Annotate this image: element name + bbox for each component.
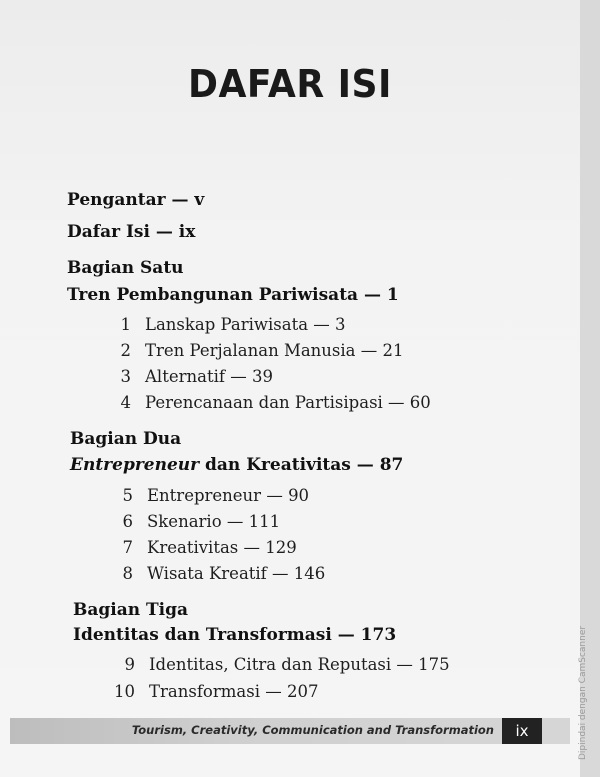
toc-chapter-1 [103, 315, 346, 334]
chapter-title: Lanskap Pariwisata — 3 [145, 315, 346, 334]
part-one-heading-page: 1 [386, 285, 399, 305]
page-number: ix [502, 718, 542, 744]
chapter-number: 7 [122, 538, 133, 557]
chapter-number: 5 [122, 486, 133, 505]
toc-chapter-10 [107, 682, 318, 701]
part-two-heading-italic: Entrepreneur [70, 455, 200, 475]
chapter-number: 8 [122, 564, 133, 583]
toc-front-pengantar: Pengantar — v [67, 190, 205, 210]
toc-chapter-6 [105, 512, 280, 531]
toc-chapter-3 [103, 367, 273, 386]
part-three-heading [73, 625, 396, 645]
chapter-number: 3 [120, 367, 131, 386]
part-three-heading-dash: — [337, 625, 355, 645]
toc-chapter-2 [103, 341, 404, 360]
chapter-number: 4 [120, 393, 131, 412]
part-three-heading-title: Identitas dan Transformasi [73, 625, 332, 645]
chapter-title: Kreativitas — 129 [147, 538, 297, 557]
part-two-label: Bagian Dua [70, 429, 182, 449]
chapter-title: Skenario — 111 [147, 512, 281, 531]
part-one-heading [67, 285, 399, 305]
part-one-heading-dash: — [363, 285, 381, 305]
page-title: DAFAR ISI [188, 62, 392, 106]
chapter-title: Alternatif — 39 [145, 367, 273, 386]
part-three-heading-page: 173 [360, 625, 397, 645]
chapter-title: Identitas, Citra dan Reputasi — 175 [149, 655, 450, 674]
toc-front-dafar-isi: Dafar Isi — ix [67, 222, 196, 242]
part-three-label: Bagian Tiga [73, 600, 189, 620]
part-two-heading-page: 87 [379, 455, 404, 475]
chapter-title: Perencanaan dan Partisipasi — 60 [145, 393, 431, 412]
part-two-heading-rest: dan Kreativitas [205, 455, 351, 475]
toc-chapter-7 [105, 538, 297, 557]
toc-chapter-5 [105, 486, 309, 505]
chapter-title: Entrepreneur — 90 [147, 486, 310, 505]
part-one-label: Bagian Satu [67, 258, 184, 278]
chapter-number: 1 [120, 315, 131, 334]
toc-chapter-8 [105, 564, 325, 583]
chapter-number: 9 [124, 655, 135, 674]
part-two-heading [70, 455, 403, 475]
chapter-number: 2 [120, 341, 131, 360]
chapter-title: Wisata Kreatif — 146 [147, 564, 326, 583]
footer-book-title: Tourism, Creativity, Communication and Transformation [131, 723, 494, 737]
part-one-heading-title: Tren Pembangunan Pariwisata [67, 285, 359, 305]
toc-chapter-4 [103, 393, 431, 412]
part-two-heading-dash: — [356, 455, 374, 475]
toc-chapter-9 [107, 655, 450, 674]
chapter-number: 10 [114, 682, 135, 701]
chapter-title: Tren Perjalanan Manusia — 21 [145, 341, 404, 360]
chapter-number: 6 [122, 512, 133, 531]
scanner-watermark: Dipindai dengan CamScanner [578, 625, 588, 760]
footer-bar [10, 718, 570, 744]
chapter-title: Transformasi — 207 [149, 682, 319, 701]
